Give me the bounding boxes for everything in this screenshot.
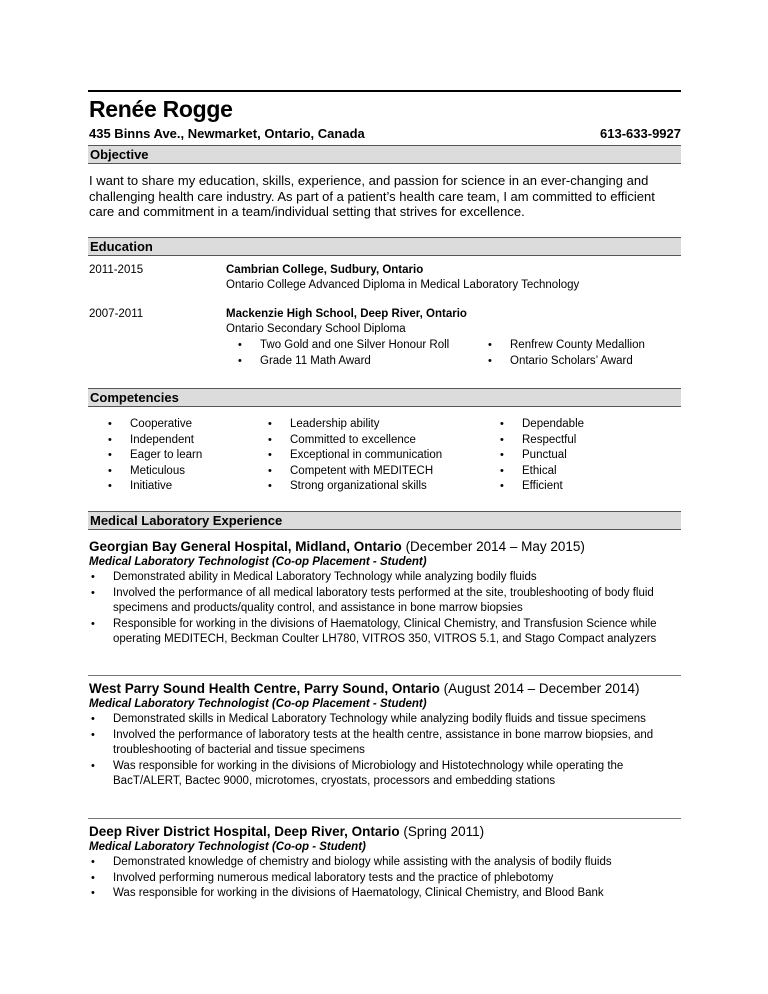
list-item: • Involved the performance of laboratory tests at the health centre, assistance in bone marrow biopsies, and troubleshooting of bacterial and tissue specimens <box>89 728 681 759</box>
list-item: • Was responsible for working in the divisions of Microbiology and Histotechnology while operating the BacT/ALERT, Bactec 9000, microtomes, cryostats, processors and embedding stations <box>89 759 681 790</box>
address: 435 Binns Ave., Newmarket, Ontario, Canada <box>89 126 365 141</box>
list-item: • Meticulous <box>106 464 256 480</box>
employer-name: Georgian Bay General Hospital, Midland, Ontario <box>89 539 402 554</box>
job-role: Medical Laboratory Technologist (Co-op Placement - Student) <box>89 698 427 710</box>
job-role: Medical Laboratory Technologist (Co-op - Student) <box>89 841 366 853</box>
job-entry <box>89 538 681 648</box>
candidate-name: Renée Rogge <box>89 96 233 122</box>
competencies-col2 <box>266 417 486 495</box>
list-item: • Ontario Scholars’ Award <box>486 354 676 370</box>
list-item: • Demonstrated skills in Medical Laboratory Technology while analyzing bodily fluids and tissue specimens <box>89 712 681 728</box>
list-item: • Dependable <box>498 417 668 433</box>
section-experience-heading: Medical Laboratory Experience <box>88 511 681 530</box>
list-item: • Cooperative <box>106 417 256 433</box>
job-duties <box>89 570 681 648</box>
awards-list-right <box>486 338 676 369</box>
education-years: 2011-2015 <box>89 264 144 276</box>
job-duties <box>89 855 681 902</box>
section-objective-heading: Objective <box>88 145 681 164</box>
top-rule <box>88 90 681 92</box>
list-item: • Demonstrated ability in Medical Laboratory Technology while analyzing bodily fluids <box>89 570 681 586</box>
divider <box>88 818 681 819</box>
list-item: • Eager to learn <box>106 448 256 464</box>
list-item: • Strong organizational skills <box>266 479 486 495</box>
education-credential: Ontario Secondary School Diploma <box>226 323 406 335</box>
list-item: • Independent <box>106 433 256 449</box>
employer-name: Deep River District Hospital, Deep River, Ontario <box>89 824 400 839</box>
awards-list-left <box>236 338 476 369</box>
section-education-heading: Education <box>88 237 681 256</box>
job-entry <box>89 823 681 902</box>
list-item: • Respectful <box>498 433 668 449</box>
list-item: • Involved the performance of all medical laboratory tests performed at the site, troubleshooting of body fluid specimens and products/quality control, and assistance in bone marrow biopsies <box>89 586 681 617</box>
divider <box>88 675 681 676</box>
objective-text: I want to share my education, skills, experience, and passion for science in an ever-changing and challenging health care industry. As part of a patient’s health care team, I am committed to efficient care and commitment in a team/individual setting that strives for excellence. <box>89 173 655 219</box>
list-item: • Renfrew County Medallion <box>486 338 676 354</box>
education-years: 2007-2011 <box>89 308 144 320</box>
list-item: • Two Gold and one Silver Honour Roll <box>236 338 476 354</box>
list-item: • Punctual <box>498 448 668 464</box>
list-item: • Responsible for working in the divisions of Haematology, Clinical Chemistry, and Transfusion Science while operating MEDITECH, Beckman Coulter LH780, VITROS 350, VITROS 5.1, and Stago Compact analyzers <box>89 617 681 648</box>
list-item: • Efficient <box>498 479 668 495</box>
employer-name: West Parry Sound Health Centre, Parry Sound, Ontario <box>89 681 440 696</box>
list-item: • Grade 11 Math Award <box>236 354 476 370</box>
job-duties <box>89 712 681 790</box>
job-role: Medical Laboratory Technologist (Co-op Placement - Student) <box>89 556 427 568</box>
phone-number: 613-633-9927 <box>600 126 681 141</box>
list-item: • Ethical <box>498 464 668 480</box>
list-item: • Leadership ability <box>266 417 486 433</box>
competencies-col3 <box>498 417 668 495</box>
employment-dates: (August 2014 – December 2014) <box>439 681 640 696</box>
section-competencies-heading: Competencies <box>88 388 681 407</box>
employment-dates: (December 2014 – May 2015) <box>401 539 585 554</box>
list-item: • Involved performing numerous medical laboratory tests and the practice of phlebotomy <box>89 871 681 887</box>
education-school: Cambrian College, Sudbury, Ontario <box>226 264 424 276</box>
list-item: • Exceptional in communication <box>266 448 486 464</box>
list-item: • Initiative <box>106 479 256 495</box>
education-credential: Ontario College Advanced Diploma in Medical Laboratory Technology <box>226 279 580 291</box>
education-school: Mackenzie High School, Deep River, Ontario <box>226 308 467 320</box>
list-item: • Demonstrated knowledge of chemistry and biology while assisting with the analysis of bodily fluids <box>89 855 681 871</box>
employment-dates: (Spring 2011) <box>399 824 485 839</box>
competencies-col1 <box>106 417 256 495</box>
list-item: • Competent with MEDITECH <box>266 464 486 480</box>
list-item: • Committed to excellence <box>266 433 486 449</box>
list-item: • Was responsible for working in the divisions of Haematology, Clinical Chemistry, and Blood Bank <box>89 886 681 902</box>
job-entry <box>89 680 681 790</box>
